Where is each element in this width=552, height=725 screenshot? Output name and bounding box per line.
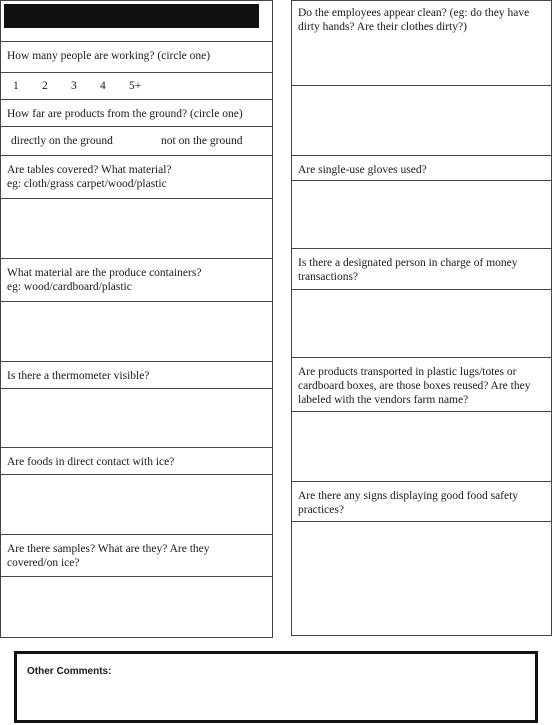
option-3[interactable]: 3 <box>71 80 77 92</box>
option-4[interactable]: 4 <box>100 80 106 92</box>
option-not-on-ground[interactable]: not on the ground <box>161 135 243 147</box>
question-tables-covered <box>1 156 272 199</box>
question-text: Are there samples? What are they? Are they covered/on ice? <box>7 543 210 569</box>
option-1[interactable]: 1 <box>13 80 19 92</box>
left-question-column <box>0 0 273 638</box>
question-employees-clean <box>292 1 551 86</box>
question-text: Are single-use gloves used? <box>298 164 427 176</box>
question-text: How many people are working? (circle one) <box>7 50 211 62</box>
question-product-transport <box>292 358 551 412</box>
option-5-plus[interactable]: 5+ <box>129 80 142 92</box>
question-thermometer <box>1 362 272 389</box>
people-options-row <box>1 73 272 100</box>
question-text: Are tables covered? What material? <box>7 164 172 176</box>
question-text: Is there a thermometer visible? <box>7 370 150 382</box>
question-food-safety-signs <box>292 482 551 522</box>
question-text: Are foods in direct contact with ice? <box>7 456 175 468</box>
question-product-distance <box>1 100 272 127</box>
answer-box-signs[interactable] <box>292 522 551 635</box>
question-container-material <box>1 259 272 302</box>
right-question-column <box>291 0 552 636</box>
answer-box-samples[interactable] <box>1 577 272 637</box>
option-directly-on-ground[interactable]: directly on the ground <box>11 135 113 147</box>
option-2[interactable]: 2 <box>42 80 48 92</box>
question-samples <box>1 535 272 577</box>
question-text: What material are the produce containers? <box>7 267 202 279</box>
answer-box-ice[interactable] <box>1 475 272 535</box>
other-comments-label: Other Comments: <box>27 666 112 677</box>
answer-box-money[interactable] <box>292 290 551 358</box>
question-text: How far are products from the ground? (circle one) <box>7 108 243 120</box>
answer-box-gloves[interactable] <box>292 181 551 249</box>
answer-box-transport[interactable] <box>292 412 551 482</box>
question-text: Do the employees appear clean? (eg: do they have dirty hands? Are their clothes dirty?) <box>298 7 530 33</box>
redaction-bar <box>4 4 259 28</box>
redacted-header-cell <box>1 1 272 42</box>
question-people-working <box>1 42 272 73</box>
answer-box-employees[interactable] <box>292 86 551 156</box>
question-example: eg: cloth/grass carpet/wood/plastic <box>7 178 167 190</box>
distance-options-row <box>1 127 272 156</box>
question-example: eg: wood/cardboard/plastic <box>7 281 132 293</box>
question-text: Are products transported in plastic lugs/totes or cardboard boxes, are those boxes reused? Are they labeled with the vendors farm name? <box>298 366 531 406</box>
question-text: Are there any signs displaying good food safety practices? <box>298 490 519 516</box>
other-comments-box[interactable] <box>14 651 538 723</box>
question-single-use-gloves <box>292 156 551 181</box>
answer-box-thermometer[interactable] <box>1 389 272 448</box>
answer-box-containers[interactable] <box>1 302 272 362</box>
question-text: Is there a designated person in charge of money transactions? <box>298 257 518 283</box>
question-money-person <box>292 249 551 290</box>
answer-box-tables[interactable] <box>1 199 272 259</box>
question-ice-contact <box>1 448 272 475</box>
